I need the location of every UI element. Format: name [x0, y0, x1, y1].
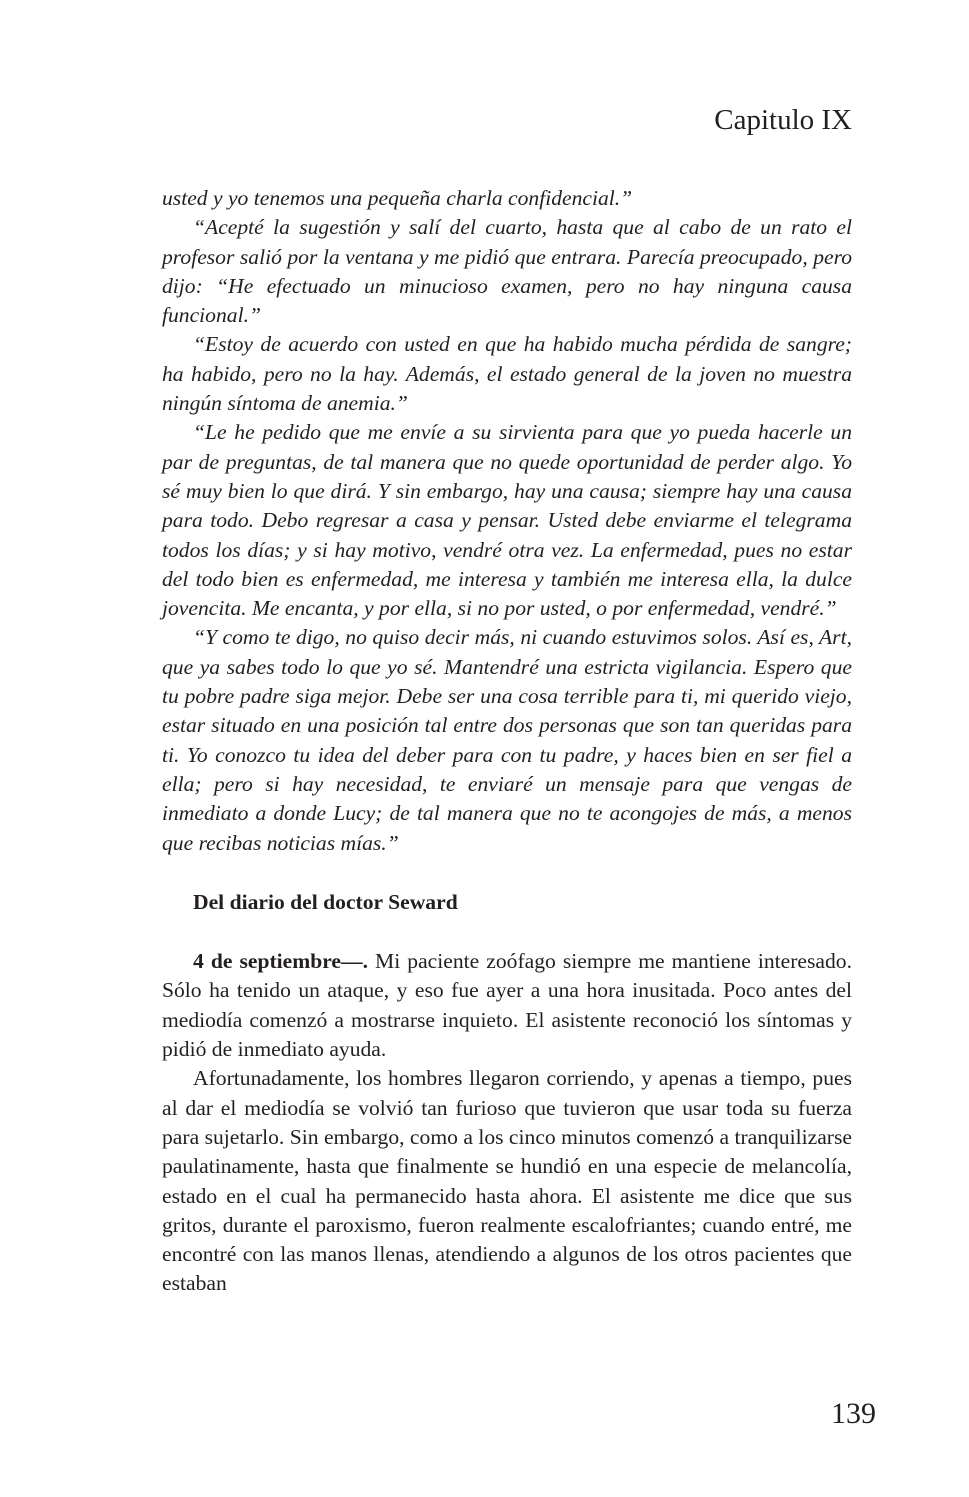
letter-paragraph: “Estoy de acuerdo con usted en que ha habido mucha pérdida de sangre; ha habido, pero no la hay. Además, el estado general de la joven no muestra ningún síntoma de anemia.” [162, 332, 852, 416]
chapter-running-head: Capitulo IX [714, 104, 852, 136]
section-heading: Del diario del doctor Seward [193, 889, 458, 914]
letter-paragraph: “Acepté la sugestión y salí del cuarto, hasta que al cabo de un rato el profesor salió por la ventana y me pidió que entrara. Parecía preocupado, pero dijo: “He efectuado un minucioso examen, pero no hay ninguna causa funcional.” [162, 215, 852, 328]
diary-entry-text: Mi paciente zoófago siempre me mantiene interesado. Sólo ha tenido un ataque, y eso fue ayer a una hora inusitada. Poco antes del mediodía comenzó a mostrarse inquieto. El asistente reconoció los síntomas y pidió de inmediato ayuda. [162, 949, 852, 1062]
diary-entry-date: 4 de septiembre—. [193, 949, 369, 974]
letter-paragraph: “Y como te digo, no quiso decir más, ni cuando estuvimos solos. Así es, Art, que ya sabes todo lo que yo sé. Mantendré una estricta vigilancia. Espero que tu pobre padre siga mejor. Debe ser una cosa terrible para ti, mi querido viejo, estar situado en una posición tal entre dos personas que son tan queridas para ti. Yo conozco tu idea del deber para con tu padre, y haces bien en ser fiel a ella; pero si hay necesidad, te enviaré un mensaje para que vengas de inmediato a donde Lucy; de tal manera que no te acongojes de más, a menos que recibas noticias mías.” [162, 625, 852, 855]
body-text [162, 184, 852, 1299]
letter-paragraph: “Le he pedido que me envíe a su sirvienta para que yo pueda hacerle un par de preguntas, de tal manera que no quede oportunidad de perder algo. Yo sé muy bien lo que dirá. Y sin embargo, hay una causa; siempre hay una causa para todo. Debo regresar a casa y pensar. Usted debe enviarme el telegrama todos los días; y si hay motivo, vendré otra vez. La enfermedad, pues no estar del todo bien es enfermedad, me interesa y también me interesa ella, la dulce jovencita. Me encanta, y por ella, si no por usted, o por enfermedad, vendré.” [162, 420, 852, 621]
diary-entry-paragraph [162, 947, 852, 1064]
continued-paragraph: usted y yo tenemos una pequeña charla confidencial.” [162, 186, 633, 210]
page-number: 139 [831, 1397, 876, 1430]
diary-paragraph: Afortunadamente, los hombres llegaron corriendo, y apenas a tiempo, pues al dar el mediodía se volvió tan furioso que tuvieron que usar toda su fuerza para sujetarlo. Sin embargo, como a los cinco minutos comenzó a tranquilizarse paulatinamente, hasta que finalmente se hundió en una especie de melancolía, estado en el cual ha permanecido hasta ahora. El asistente me dice que sus gritos, durante el paroxismo, fueron realmente escalofriantes; cuando entré, me encontré con las manos llenas, atendiendo a algunos de los otros pacientes que estaban [162, 1066, 852, 1296]
